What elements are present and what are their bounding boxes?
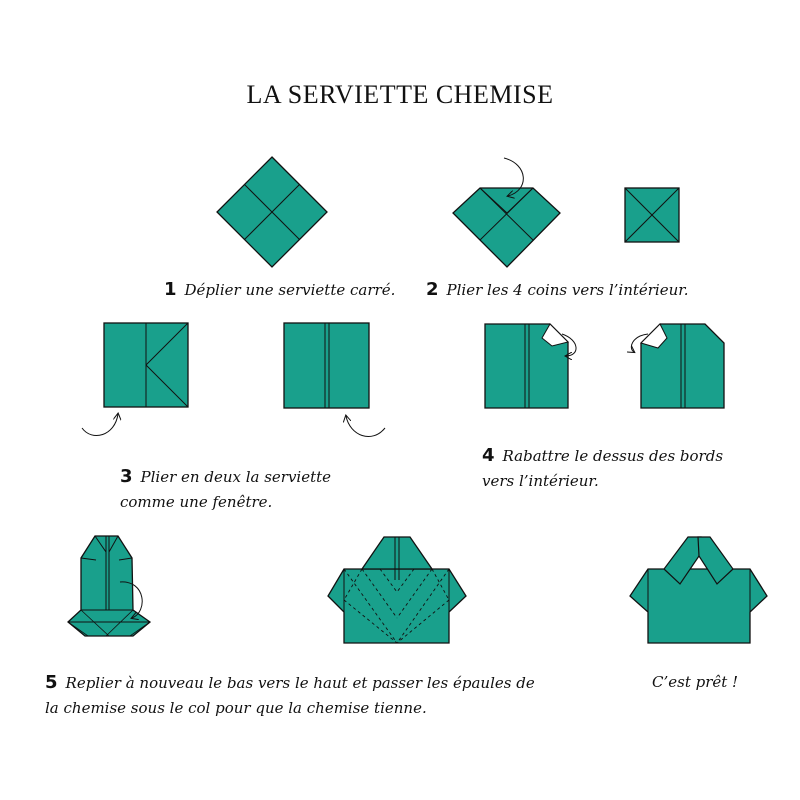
step5-shirt-guides (328, 537, 466, 643)
step3-first-fold (82, 323, 188, 436)
step5-bottom-fold (68, 536, 150, 636)
done-caption: C’est prêt ! (652, 673, 739, 691)
step-3-caption: 3 Plier en deux la serviette comme une fenêtre. (120, 466, 332, 511)
step4-corner-fold (485, 324, 576, 408)
finished-shirt (630, 537, 767, 643)
step-1-caption: 1 Déplier une serviette carré. (164, 279, 396, 300)
page-title: LA SERVIETTE CHEMISE (246, 80, 554, 109)
step4-second-corner-fold (631, 324, 724, 408)
step3-window-fold (284, 323, 385, 437)
step-4-caption: 4 Rabattre le dessus des bords vers l’intérieur. (482, 445, 724, 490)
step2-corner-fold (453, 158, 560, 267)
step-5-caption: 5 Replier à nouveau le bas vers le haut et passer les épaules de la chemise sous le col pour que la chemise tienne. (45, 672, 535, 717)
step1-unfolded-napkin (217, 157, 327, 267)
step-2-caption: 2 Plier les 4 coins vers l’intérieur. (426, 279, 689, 300)
step2-folded-square (625, 188, 679, 242)
